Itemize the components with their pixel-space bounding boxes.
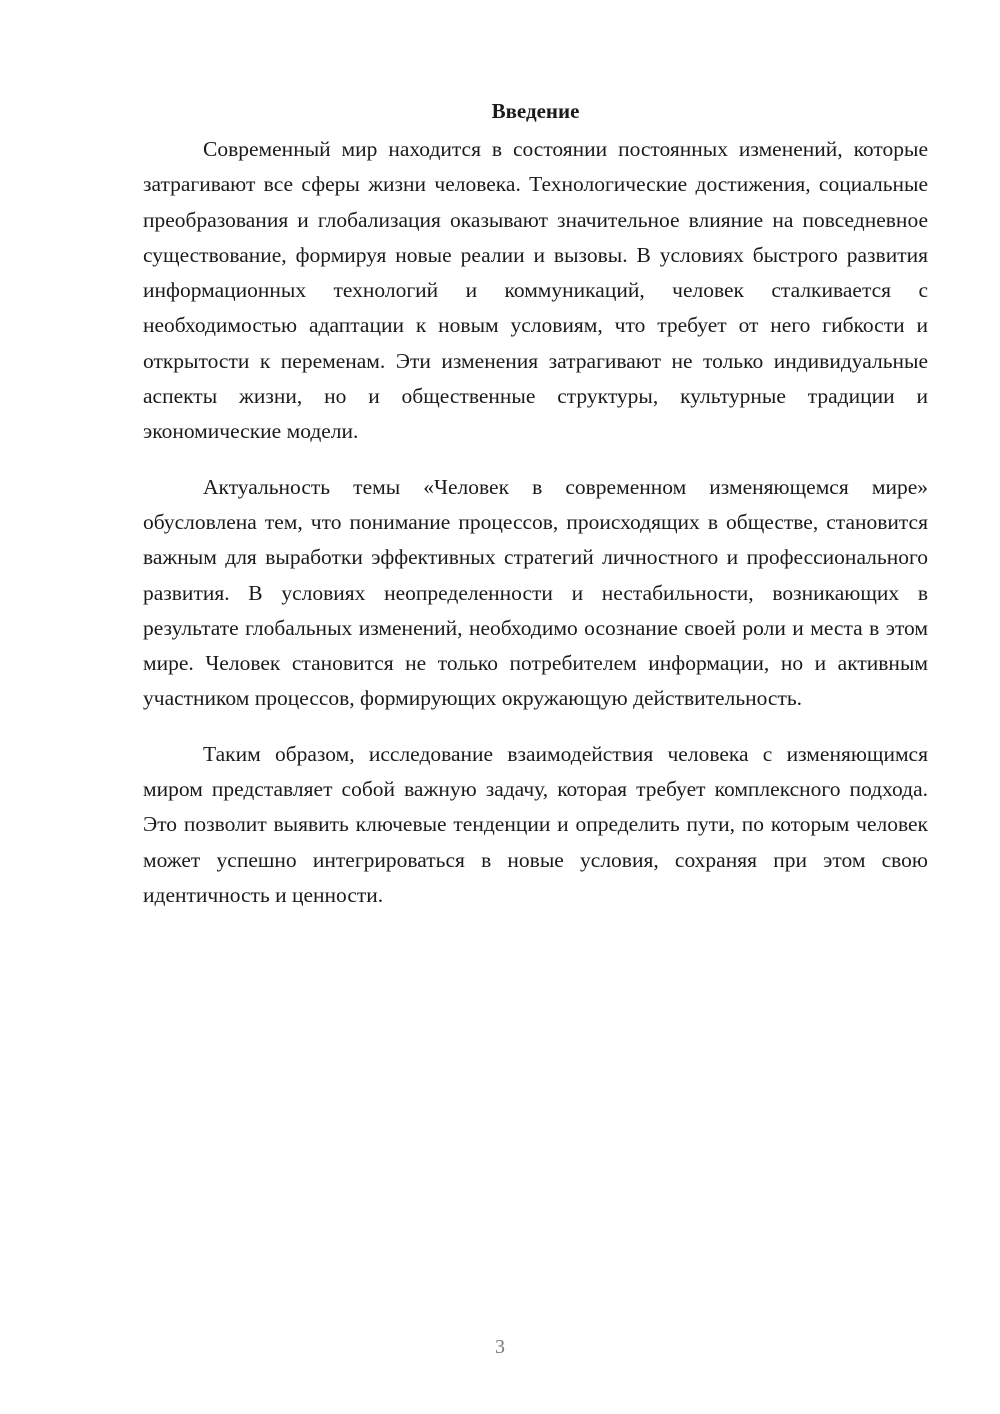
section-title: Введение [491, 99, 580, 123]
paragraph-3: Таким образом, исследование взаимодействия человека с изменяющимся миром представляет собой важную задачу, которая требует комплексного подхода. Это позволит выявить ключевые тенденции и определить пути, по которым человек может успешно интегрироваться в новые условия, сохраняя при этом свою идентичность и ценности. [143, 741, 928, 907]
page-number: 3 [495, 1336, 505, 1358]
paragraph-1: Современный мир находится в состоянии постоянных изменений, которые затрагивают все сферы жизни человека. Технологические достижения, социальные преобразования и глобализация оказывают значительное влияние на повседневное существование, формируя новые реалии и вызовы. В условиях быстрого развития информационных технологий и коммуникаций, человек сталкивается с необходимостью адаптации к новым условиям, что требует от него гибкости и открытости к переменам. Эти изменения затрагивают не только индивидуальные аспекты жизни, но и общественные структуры, культурные традиции и экономические модели. [143, 137, 928, 444]
paragraph-2: Актуальность темы «Человек в современном изменяющемся мире» обусловлена тем, что понимание процессов, происходящих в обществе, становится важным для выработки эффективных стратегий личностного и профессионального развития. В условиях неопределенности и нестабильности, возникающих в результате глобальных изменений, необходимо осознание своей роли и места в этом мире. Человек становится не только потребителем информации, но и активным участником процессов, формирующих окружающую действительность. [143, 474, 928, 711]
page-content [143, 96, 928, 933]
